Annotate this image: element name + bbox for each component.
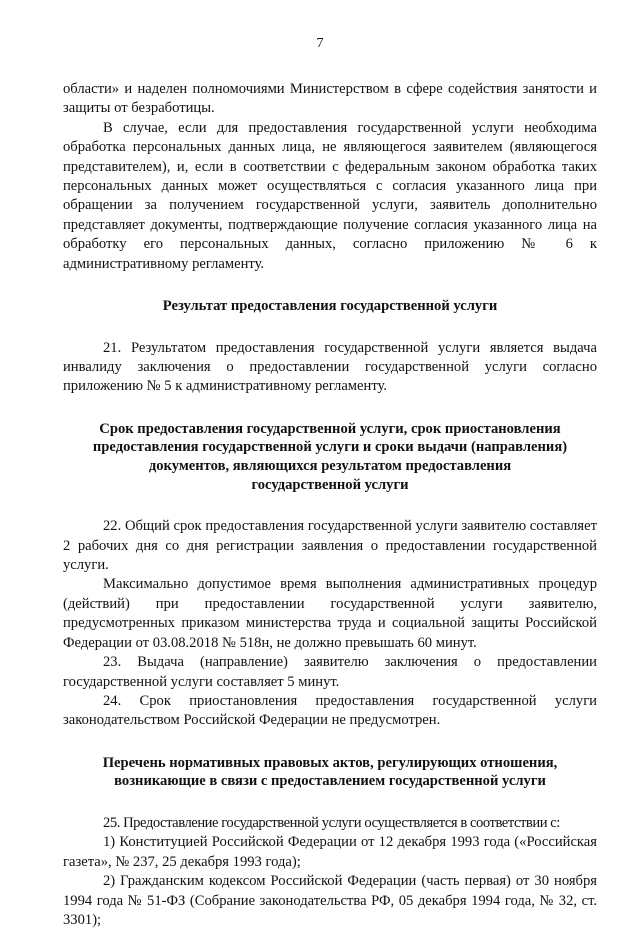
document-body: [63, 80, 597, 930]
paragraph-22: 22. Общий срок предоставления государственной услуги заявителю составляет 2 рабочих дня со дня регистрации заявления о предоставлении государственной услуги.: [63, 518, 597, 574]
heading-result: Результат предоставления государственной услуги: [162, 298, 498, 315]
paragraph-21: 21. Результатом предоставления государственной услуги является выдача инвалиду заключения о предоставлении государственной услуги согласно приложению № 5 к административному регламенту.: [63, 339, 597, 395]
paragraph-continuation: области» и наделен полномочиями Министерством в сфере содействия занятости и защиты от безработицы.: [63, 81, 597, 117]
heading-acts-line: возникающие в связи с предоставлением государственной услуги: [114, 773, 546, 790]
heading-acts: [63, 754, 597, 791]
paragraph-24: 24. Срок приостановления предоставления государственной услуги законодательством Российской Федерации не предусмотрен.: [63, 692, 597, 729]
heading-acts-line: Перечень нормативных правовых актов, регулирующих отношения,: [102, 754, 558, 771]
heading-terms: [63, 420, 597, 494]
list-item-constitution: 1) Конституцией Российской Федерации от 12 декабря 1993 года («Российская газета», № 237, 25 декабря 1993 года);: [63, 834, 597, 870]
list-item-civil-code: 2) Гражданским кодексом Российской Федерации (часть первая) от 30 ноября 1994 года № 51-ФЗ (Собрание законодательства РФ, 05 декабря 1994 года, № 32, ст. 3301);: [63, 873, 597, 928]
heading-terms-line: государственной услуги: [251, 476, 409, 493]
heading-terms-line: предоставления государственной услуги и сроки выдачи (направления): [92, 439, 568, 456]
paragraph-personal-data: В случае, если для предоставления государственной услуги необходима обработка персональных данных лица, не являющегося заявителем (являющегося представителем), и, если в соответствии с федеральным законом обработка таких персональных данных может осуществляться с согласия указанного лица при обращении за получением государственной услуги, заявитель дополнительно представляет документы, подтверждающие получение согласия указанного лица на обработку его персональных данных, согласно приложению № 6 к административному регламенту.: [63, 119, 597, 272]
paragraph-max-time: Максимально допустимое время выполнения административных процедур (действий) при предоставлении государственной услуги заявителю, предусмотренных приказом министерства труда и социальной защиты Российской Федерации от 03.08.2018 № 518н, не должно превышать 60 минут.: [63, 576, 597, 651]
paragraph-25: 25. Предоставление государственной услуги осуществляется в соответствии с:: [103, 814, 560, 831]
heading-terms-line: документов, являющихся результатом предоставления: [148, 458, 512, 475]
paragraph-23: 23. Выдача (направление) заявителю заключения о предоставлении государственной услуги составляет 5 минут.: [63, 654, 597, 690]
page-number: 7: [316, 36, 324, 51]
heading-terms-line: Срок предоставления государственной услуги, срок приостановления: [99, 420, 561, 437]
